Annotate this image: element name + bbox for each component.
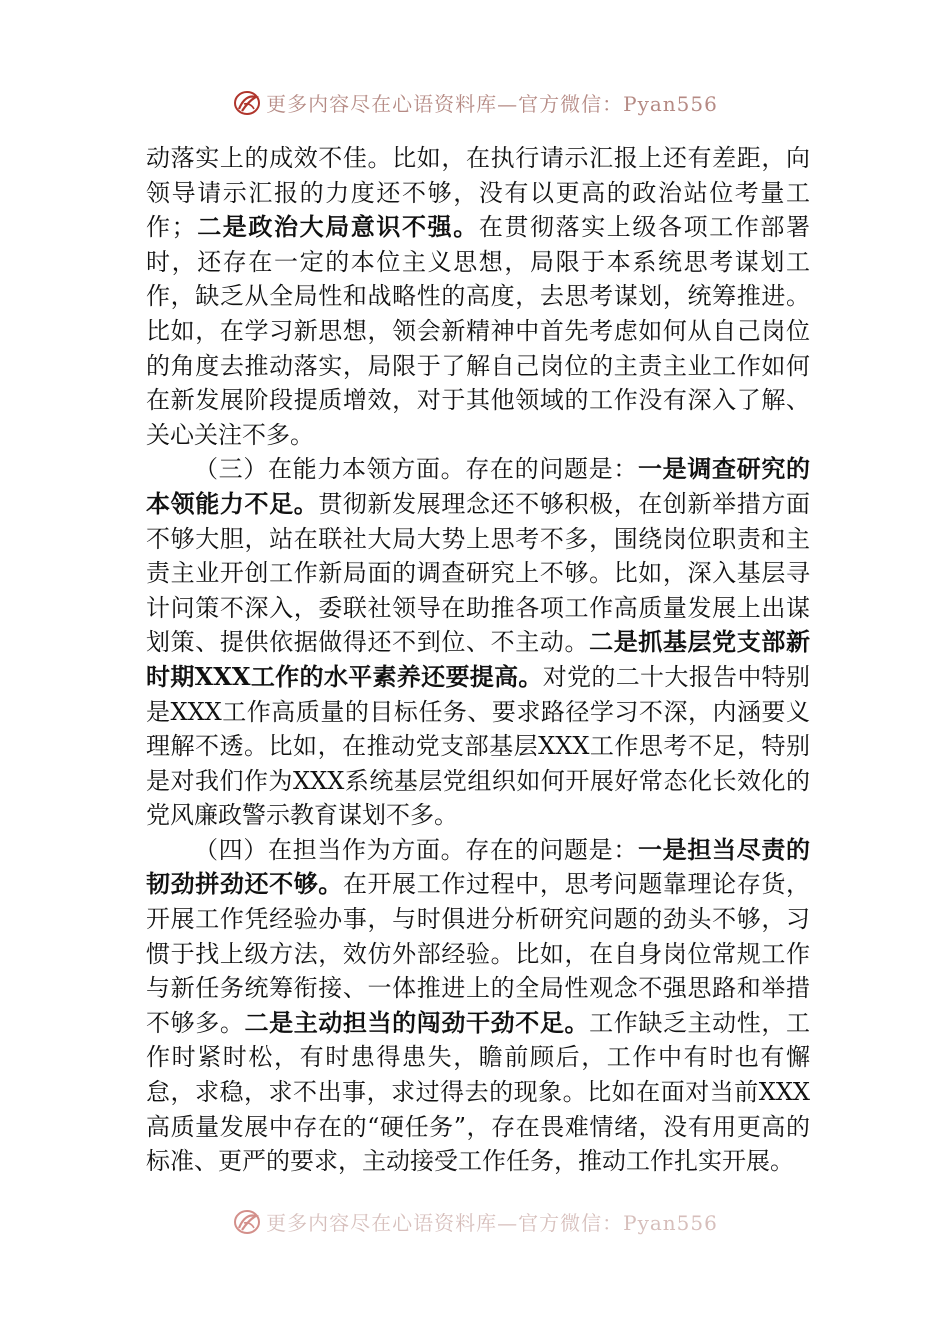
paragraph-2-text-2: 贯彻新发展理念还不够积极，在创新举措方面不够大胆，站在联社大局大势上思考不多，围绕岗位职责和主责主业开创工作新局面的调查研究上不够。比如，深入基层寻计问策不深入，委联社领导在助推各项工作高质量发展上出谋划策、提供依据做得还不到位、不主动。 — [146, 489, 811, 657]
document-body — [146, 141, 810, 1179]
paragraph-3-bold-1: 一是担当尽责的韧劲拼劲还不够。 — [146, 834, 810, 899]
paragraph-2-bold-2: 二是抓基层党支部新时期XXX工作的水平素养还要提高。 — [146, 627, 811, 691]
paragraph-1-text-1: 动落实上的成效不佳。比如，在执行请示汇报上还有差距，向领导请示汇报的力度还不够，没有以更高的政治站位考量工作； — [146, 144, 810, 242]
paragraph-2 — [146, 452, 810, 833]
footer-watermark — [0, 1207, 950, 1236]
paragraph-3 — [146, 833, 810, 1179]
header-watermark-text: 更多内容尽在心语资料库—官方微信：Pyan556 — [266, 92, 718, 116]
paragraph-1-text-2: 在贯彻落实上级各项工作部署时，还存在一定的本位主义思想，局限于本系统思考谋划工作，缺乏从全局性和战略性的高度，去思考谋划，统筹推进。比如，在学习新思想，领会新精神中首先考虑如何从自己岗位的角度去推动落实，局限于了解自己岗位的主责主业工作如何在新发展阶段提质增效，对于其他领域的工作没有深入了解、关心关注不多。 — [146, 213, 811, 449]
header-watermark — [0, 88, 950, 117]
paragraph-3-text-1: （四）在担当作为方面。存在的问题是： — [194, 835, 638, 864]
paragraph-1-bold-1: 二是政治大局意识不强。 — [195, 212, 479, 242]
paragraph-3-text-2: 在开展工作过程中，思考问题靠理论存货，开展工作凭经验办事，与时俱进分析研究问题的劲头不够，习惯于找上级方法，效仿外部经验。比如，在自身岗位常规工作与新任务统筹衔接、一体推进上的全局性观念不强思路和举措不够多。 — [146, 870, 811, 1037]
paragraph-3-text-3: 工作缺乏主动性，工作时紧时松，有时患得患失，瞻前顾后，工作中有时也有懈怠，求稳，求不出事，求过得去的现象。比如在面对当前XXX高质量发展中存在的“硬任务”，存在畏难情绪，没有用更高的标准、更严的要求，主动接受工作任务，推动工作扎实开展。 — [146, 1008, 811, 1176]
paragraph-2-text-1: （三）在能力本领方面。存在的问题是： — [194, 455, 638, 484]
paragraph-2-text-3: 对党的二十大报告中特别是XXX工作高质量的目标任务、要求路径学习不深，内涵要义理解不透。比如，在推动党支部基层XXX工作思考不足，特别是对我们作为XXX系统基层党组织如何开展好常态化长效化的党风廉政警示教育谋划不多。 — [146, 662, 810, 830]
signature-logo-icon — [232, 89, 262, 117]
paragraph-2-bold-1: 一是调查研究的本领能力不足。 — [146, 454, 810, 518]
paragraph-1 — [146, 141, 810, 452]
paragraph-3-bold-2: 二是主动担当的闯劲干劲不足。 — [244, 1007, 590, 1037]
signature-logo-icon — [232, 1208, 262, 1236]
footer-watermark-text: 更多内容尽在心语资料库—官方微信：Pyan556 — [266, 1211, 718, 1235]
